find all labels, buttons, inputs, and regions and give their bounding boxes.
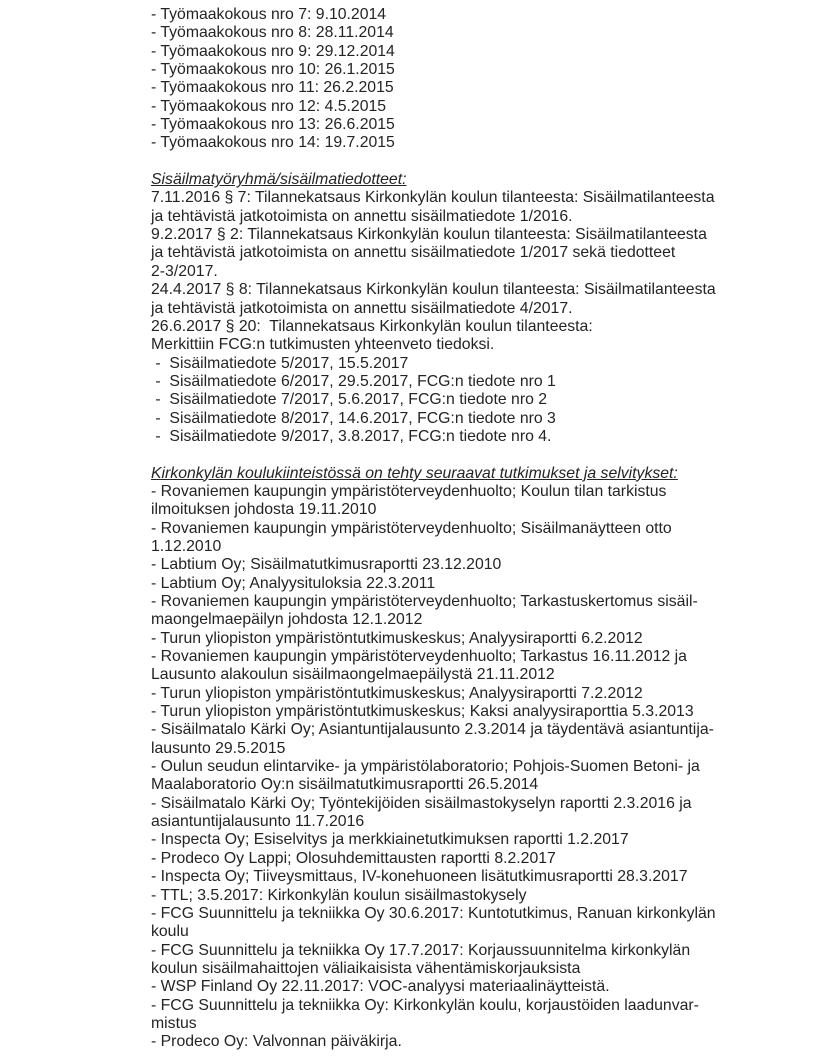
text-line: - Työmaakokous nro 10: 26.1.2015 [151,61,395,79]
text-line: - Labtium Oy; Analyysituloksia 22.3.2011 [151,574,436,592]
text-line: asiantuntijalausunto 11.7.2016 [151,813,365,831]
text-line: lausunto 29.5.2015 [151,739,286,757]
text-line: - Sisäilmatiedote 7/2017, 5.6.2017, FCG:n tiedote nro 2 [151,391,548,409]
text-line: mistus [151,1014,197,1032]
investigations-list [151,483,811,1052]
text-line: - Rovaniemen kaupungin ympäristöterveydenhuolto; Tarkastus 16.11.2012 ja [151,648,687,666]
text-line: - Inspecta Oy; Esiselvitys ja merkkiainetutkimuksen raportti 1.2.2017 [151,831,629,849]
text-line: - Työmaakokous nro 7: 9.10.2014 [151,6,387,23]
text-line: ja tehtävistä jatkotoimista on annettu sisäilmatiedote 1/2016. [151,207,573,225]
text-line: 26.6.2017 § 20: Tilannekatsaus Kirkonkylän koulun tilanteesta: [151,317,593,335]
text-line: - Turun yliopiston ympäristöntutkimuskeskus; Analyysiraportti 6.2.2012 [151,629,643,647]
text-line: 7.11.2016 § 7: Tilannekatsaus Kirkonkylän koulun tilanteesta: Sisäilmatilanteesta [151,189,715,207]
bulletins-heading: Sisäilmatyöryhmä/sisäilmatiedotteet: [151,171,407,189]
text-line: - Prodeco Oy: Valvonnan päiväkirja. [151,1033,402,1051]
text-line: - Sisäilmatiedote 6/2017, 29.5.2017, FCG:n tiedote nro 1 [151,372,556,390]
text-line: Maalaboratorio Oy:n sisäilmatutkimusraportti 26.5.2014 [151,776,539,794]
text-line: 9.2.2017 § 2: Tilannekatsaus Kirkonkylän koulun tilanteesta: Sisäilmatilanteesta [151,226,707,244]
text-line: ja tehtävistä jatkotoimista on annettu sisäilmatiedote 1/2017 sekä tiedotteet [151,244,676,262]
text-line: - Inspecta Oy; Tiiveysmittaus, IV-konehuoneen lisätutkimusraportti 28.3.2017 [151,868,688,886]
text-line: - FCG Suunnittelu ja tekniikka Oy 30.6.2017: Kuntotutkimus, Ranuan kirkonkylän [151,904,716,922]
text-line: - Työmaakokous nro 8: 28.11.2014 [151,24,394,42]
text-line: - Labtium Oy; Sisäilmatutkimusraportti 23.12.2010 [151,556,502,574]
text-line: ja tehtävistä jatkotoimista on annettu sisäilmatiedote 4/2017. [151,299,573,317]
text-line: - Turun yliopiston ympäristöntutkimuskeskus; Analyysiraportti 7.2.2012 [151,684,643,702]
text-line: - Prodeco Oy Lappi; Olosuhdemittausten raportti 8.2.2017 [151,849,556,867]
text-line: - WSP Finland Oy 22.11.2017: VOC-analyysi materiaalinäytteistä. [151,978,610,996]
text-line: - Työmaakokous nro 14: 19.7.2015 [151,134,395,152]
text-line: - Rovaniemen kaupungin ympäristöterveydenhuolto; Koulun tilan tarkistus [151,482,667,500]
text-line: - Rovaniemen kaupungin ympäristöterveydenhuolto; Sisäilmanäytteen otto [151,519,672,537]
text-line: - Rovaniemen kaupungin ympäristöterveydenhuolto; Tarkastuskertomus sisäil- [151,593,698,610]
text-line: - FCG Suunnittelu ja tekniikka Oy: Kirkonkylän koulu, korjaustöiden laadunvar- [151,996,699,1014]
document-text-column [151,6,811,1052]
text-line: - Sisäilmatalo Kärki Oy; Työntekijöiden sisäilmastokyselyn raportti 2.3.2016 ja [151,794,692,812]
text-line: 24.4.2017 § 8: Tilannekatsaus Kirkonkylän koulun tilanteesta: Sisäilmatilanteesta [151,281,716,299]
text-line: - Työmaakokous nro 9: 29.12.2014 [151,42,395,60]
text-line: - Sisäilmatiedote 5/2017, 15.5.2017 [151,354,409,372]
text-line: 2-3/2017. [151,262,218,280]
text-line: - Oulun seudun elintarvike- ja ympäristölaboratorio; Pohjois-Suomen Betoni- ja [151,758,700,776]
text-line: - Työmaakokous nro 11: 26.2.2015 [151,79,394,97]
investigations-heading: Kirkonkylän koulukiinteistössä on tehty seuraavat tutkimukset ja selvitykset: [151,464,678,482]
text-line: maongelmaepäilyn johdosta 12.1.2012 [151,611,423,629]
text-line: Lausunto alakoulun sisäilmaongelmaepäilystä 21.11.2012 [151,666,555,684]
meeting-list [151,6,811,153]
text-line: Merkittiin FCG:n tutkimusten yhteenveto tiedoksi. [151,336,495,354]
text-line: 1.12.2010 [151,537,222,555]
text-line: - Turun yliopiston ympäristöntutkimuskeskus; Kaksi analyysiraporttia 5.3.2013 [151,703,694,721]
text-line: - Sisäilmatiedote 9/2017, 3.8.2017, FCG:n tiedote nro 4. [151,427,552,445]
text-line: - FCG Suunnittelu ja tekniikka Oy 17.7.2017: Korjaussuunnitelma kirkonkylän [151,941,691,959]
text-line: koulu [151,923,189,941]
text-line: - Sisäilmatalo Kärki Oy; Asiantuntijalausunto 2.3.2014 ja täydentävä asiantuntija- [151,721,714,739]
bulletins-list [151,189,811,446]
text-line: - Työmaakokous nro 12: 4.5.2015 [151,97,387,115]
text-line: - TTL; 3.5.2017: Kirkonkylän koulun sisäilmastokysely [151,886,527,904]
text-line: koulun sisäilmahaittojen väliaikaisista vähentämiskorjauksista [151,959,581,977]
text-line: - Sisäilmatiedote 8/2017, 14.6.2017, FCG:n tiedote nro 3 [151,409,556,427]
text-line: ilmoituksen johdosta 19.11.2010 [151,501,377,519]
text-line: - Työmaakokous nro 13: 26.6.2015 [151,116,395,134]
